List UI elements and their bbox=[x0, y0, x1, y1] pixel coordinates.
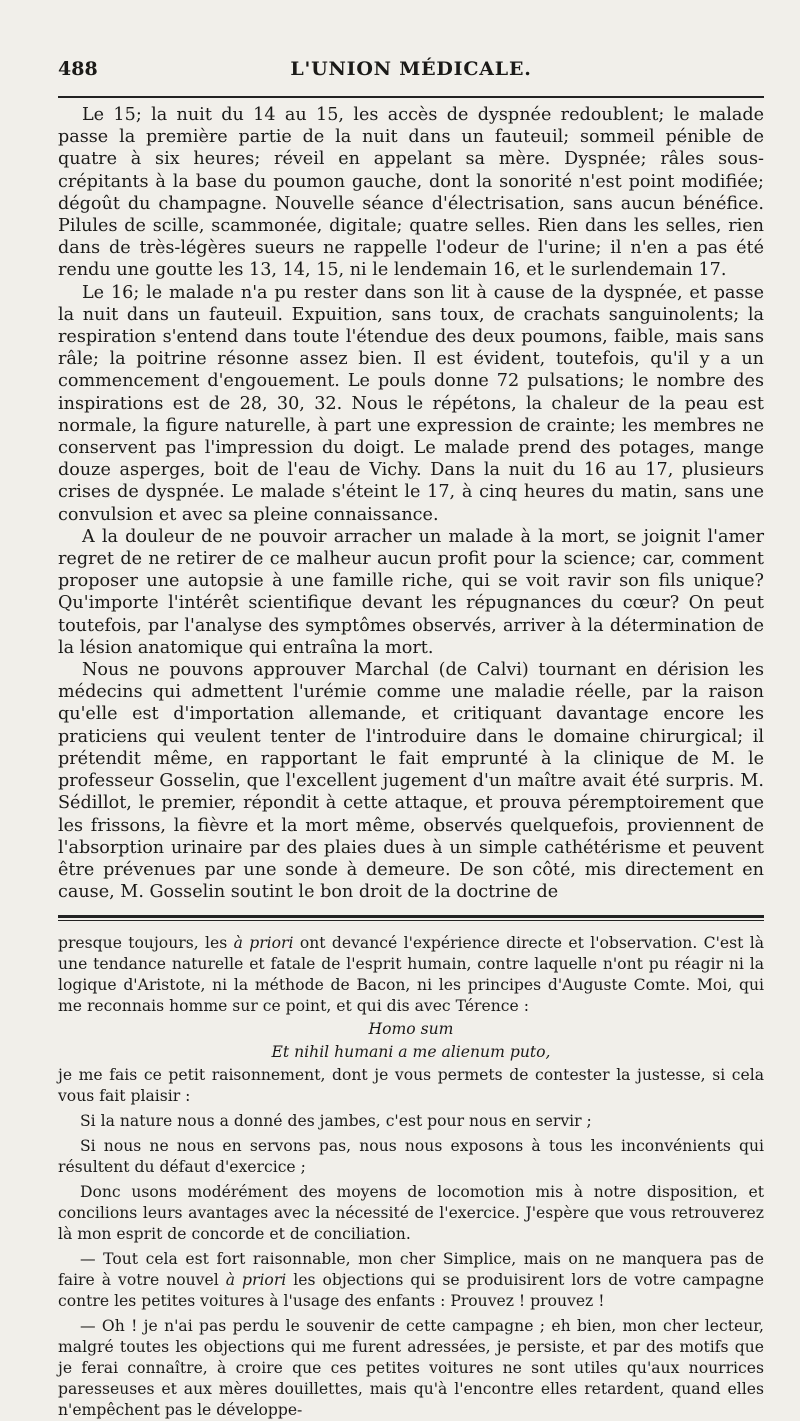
verse-line: Et nihil humani a me alienum puto, bbox=[271, 1043, 551, 1062]
page-number: 488 bbox=[58, 58, 98, 80]
text-run: ont devancé l'expérience directe et l'observation. C'est là une tendance naturelle et fatale de l'esprit humain, contre laquelle n'ont pu réagir ni la logique d'Aristote, ni la méthode de Bacon, ni les principes d'Auguste Comte. Moi, qui me reconnais homme sur ce point, et qui dis avec Térence : bbox=[58, 934, 764, 1016]
paragraph: Le 16; le malade n'a pu rester dans son lit à cause de la dyspnée, et passe la nuit dans un fauteuil. Expuition, sans toux, de crachats sanguinolents; la respiration s'entend dans toute l'étendue des deux poumons, faible, mais sans râle; la poitrine résonne assez bien. Il est évident, toutefois, qu'il y a un commencement d'engouement. Le pouls donne 72 pulsations; le nombre des inspirations est de 28, 30, 32. Nous le répétons, la chaleur de la peau est normale, la figure naturelle, à part une expression de crainte; les membres ne conservent pas l'impression du doigt. Le malade prend des potages, mange douze asperges, boit de l'eau de Vichy. Dans la nuit du 16 au 17, plusieurs crises de dyspnée. Le malade s'éteint le 17, à cinq heures du matin, sans une convulsion et avec sa pleine connaissance. bbox=[58, 282, 764, 525]
feuilleton-paragraph: — Oh ! je n'ai pas perdu le souvenir de cette campagne ; eh bien, mon cher lecteur, malgré toutes les objections qui me furent adressées, je persiste, et par des motifs que je ferai connaître, à croire que ces petites voitures ne sont utiles qu'aux nourrices paresseuses et aux mères douillettes, mais qu'à l'encontre elles retardent, quand elles n'empêchent pas le développe- bbox=[58, 1317, 764, 1420]
italic-term: à priori bbox=[225, 1271, 287, 1290]
feuilleton bbox=[58, 933, 764, 1421]
text-run: — Tout cela est fort raisonnable, mon cher Simplice, mais on ne manquera pas de faire à votre nouvel bbox=[58, 1250, 764, 1290]
verse-line: Homo sum bbox=[368, 1020, 454, 1039]
text-run: les objections qui se produisirent lors de votre campagne contre les petites voitures à l'usage des enfants : Prouvez ! prouvez ! bbox=[58, 1271, 764, 1311]
paragraph: A la douleur de ne pouvoir arracher un malade à la mort, se joignit l'amer regret de ne retirer de ce malheur aucun profit pour la science; car, comment proposer une autopsie à une famille riche, qui se voit ravir son fils unique? Qu'importe l'intérêt scientifique devant les répugnances du cœur? On peut toutefois, par l'analyse des symptômes observés, arriver à la détermination de la lésion anatomique qui entraîna la mort. bbox=[58, 526, 764, 658]
feuilleton-paragraph: Si la nature nous a donné des jambes, c'est pour nous en servir ; bbox=[80, 1112, 592, 1131]
feuilleton-paragraph: je me fais ce petit raisonnement, dont je vous permets de contester la justesse, si cela vous fait plaisir : bbox=[58, 1066, 764, 1106]
paragraph: Le 15; la nuit du 14 au 15, les accès de dyspnée redoublent; le malade passe la première partie de la nuit dans un fauteuil; sommeil pénible de quatre à six heures; réveil en appelant sa mère. Dyspnée; râles sous-crépitants à la base du poumon gauche, dont la sonorité n'est point modifiée; dégoût du champagne. Nouvelle séance d'électrisation, sans aucun bénéfice. Pilules de scille, scammonée, digitale; quatre selles. Rien dans les selles, rien dans de très-légères sueurs ne rappelle l'odeur de l'urine; il n'en a pas été rendu une goutte les 13, 14, 15, ni le lendemain 16, et le surlendemain 17. bbox=[58, 105, 764, 281]
feuilleton-paragraph: Donc usons modérément des moyens de locomotion mis à notre disposition, et concilions leurs avantages avec la nécessité de l'exercice. J'espère que vous retrouverez là mon esprit de concorde et de conciliation. bbox=[58, 1183, 764, 1244]
italic-term: à priori bbox=[233, 934, 294, 953]
journal-title: L'UNION MÉDICALE. bbox=[290, 58, 532, 80]
paragraph: Nous ne pouvons approuver Marchal (de Calvi) tournant en dérision les médecins qui admettent l'urémie comme une maladie réelle, par la raison qu'elle est d'importation allemande, et critiquant davantage encore les praticiens qui veulent tenter de l'introduire dans le domaine chirurgical; il prétendit même, en rapportant le fait emprunté à la clinique de M. le professeur Gosselin, que l'excellent jugement d'un maître avait été surpris. M. Sédillot, le premier, répondit à cette attaque, et prouva péremptoirement que les frissons, la fièvre et la mort même, observés quelquefois, proviennent de l'absorption urinaire par des plaies dues à un simple cathétérisme et peuvent être prévenues par une sonde à demeure. De son côté, mis directement en cause, M. Gosselin soutint le bon droit de la doctrine de bbox=[58, 660, 764, 903]
header-rule bbox=[58, 96, 764, 98]
feuilleton-paragraph: Si nous ne nous en servons pas, nous nous exposons à tous les inconvénients qui résultent du défaut d'exercice ; bbox=[58, 1137, 764, 1177]
feuilleton-paragraph bbox=[58, 933, 764, 1017]
footnote-separator bbox=[58, 915, 764, 921]
text-run: presque toujours, les bbox=[58, 934, 234, 953]
feuilleton-paragraph bbox=[58, 1249, 764, 1312]
main-text bbox=[58, 104, 764, 903]
running-head bbox=[58, 52, 764, 82]
